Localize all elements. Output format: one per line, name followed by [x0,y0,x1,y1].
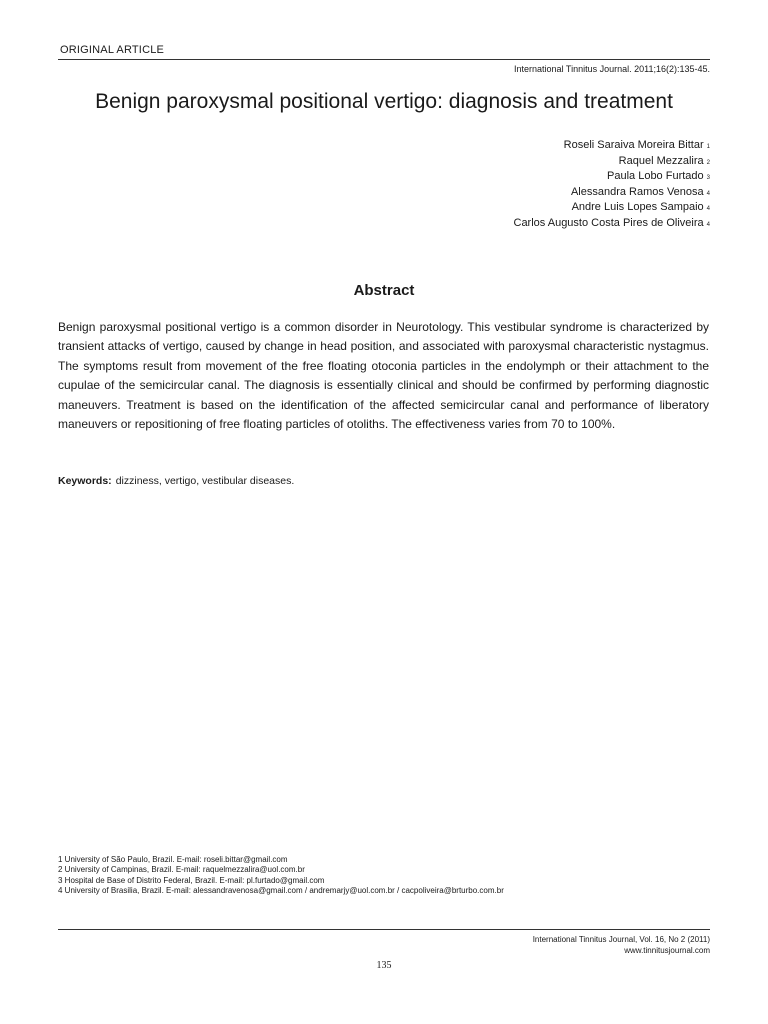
affiliation-mark: 1 [706,144,710,150]
footnote: 2 University of Campinas, Brazil. E-mail: raquelmezzalira@uol.com.br [58,865,305,875]
author-line [514,186,711,202]
affiliation-mark: 3 [706,175,710,182]
keywords-label: Keywords: [58,475,112,487]
affiliation-mark: 4 [706,221,710,228]
author-line [514,139,711,155]
affiliation-mark: 4 [706,190,710,197]
author-name: Paula Lobo Furtado [607,170,704,183]
header-rule [58,59,710,60]
article-title: Benign paroxysmal positional vertigo: diagnosis and treatment [95,90,673,113]
journal-footer [533,935,710,956]
keywords [58,475,294,487]
author-line [514,170,711,186]
journal-citation: International Tinnitus Journal. 2011;16(2):135-45. [514,64,710,74]
footer-journal: International Tinnitus Journal, Vol. 16, No 2 (2011) [532,935,710,944]
author-line [514,217,711,233]
author-name: Raquel Mezzalira [618,154,704,167]
footnote: 3 Hospital de Base of Distrito Federal, Brazil. E-mail: pl.furtado@gmail.com [58,875,325,885]
author-name: Andre Luis Lopes Sampaio [571,201,704,214]
page-number: 135 [376,960,392,971]
author-name: Roseli Saraiva Moreira Bittar [563,139,704,151]
author-line [514,155,711,171]
abstract-text: Benign paroxysmal positional vertigo is a common disorder in Neurotology. This vestibular syndrome is characterized by transient attacks of vertigo, caused by change in head position, and associated with paroxysmal characteristic nystagmus. The symptoms result from movement of the free floating otoconia particles in the endolymph or their attachment to the cupulae of the semicircular canal. The diagnosis is essentially clinical and should be confirmed by performing diagnostic maneuvers. Treatment is based on the identification of the affected semicircular canal and performance of liberatory maneuvers or repositioning of free floating particles of otoliths. The effectiveness varies from 70 to 100%. [58,320,709,432]
author-name: Carlos Augusto Costa Pires de Oliveira [513,216,704,229]
author-name: Alessandra Ramos Venosa [570,185,704,198]
keywords-text: dizziness, vertigo, vestibular diseases. [115,475,295,487]
author-line [514,201,711,217]
affiliation-footnotes [58,855,504,896]
section-label: ORIGINAL ARTICLE [60,44,165,56]
footnote: 4 University of Brasilia, Brazil. E-mail: alessandravenosa@gmail.com / andremarjy@uol.com.br / cacpoliveira@brturbo.com.br [58,885,504,895]
footer-website: www.tinnitusjournal.com [624,945,710,955]
affiliation-mark: 4 [706,206,710,213]
abstract-heading: Abstract [353,282,415,299]
footnote: 1 University of São Paulo, Brazil. E-mail: roseli.bittar@gmail.com [58,855,288,864]
author-list [514,139,711,233]
affiliation-mark: 2 [706,159,710,166]
footer-rule [58,929,710,930]
